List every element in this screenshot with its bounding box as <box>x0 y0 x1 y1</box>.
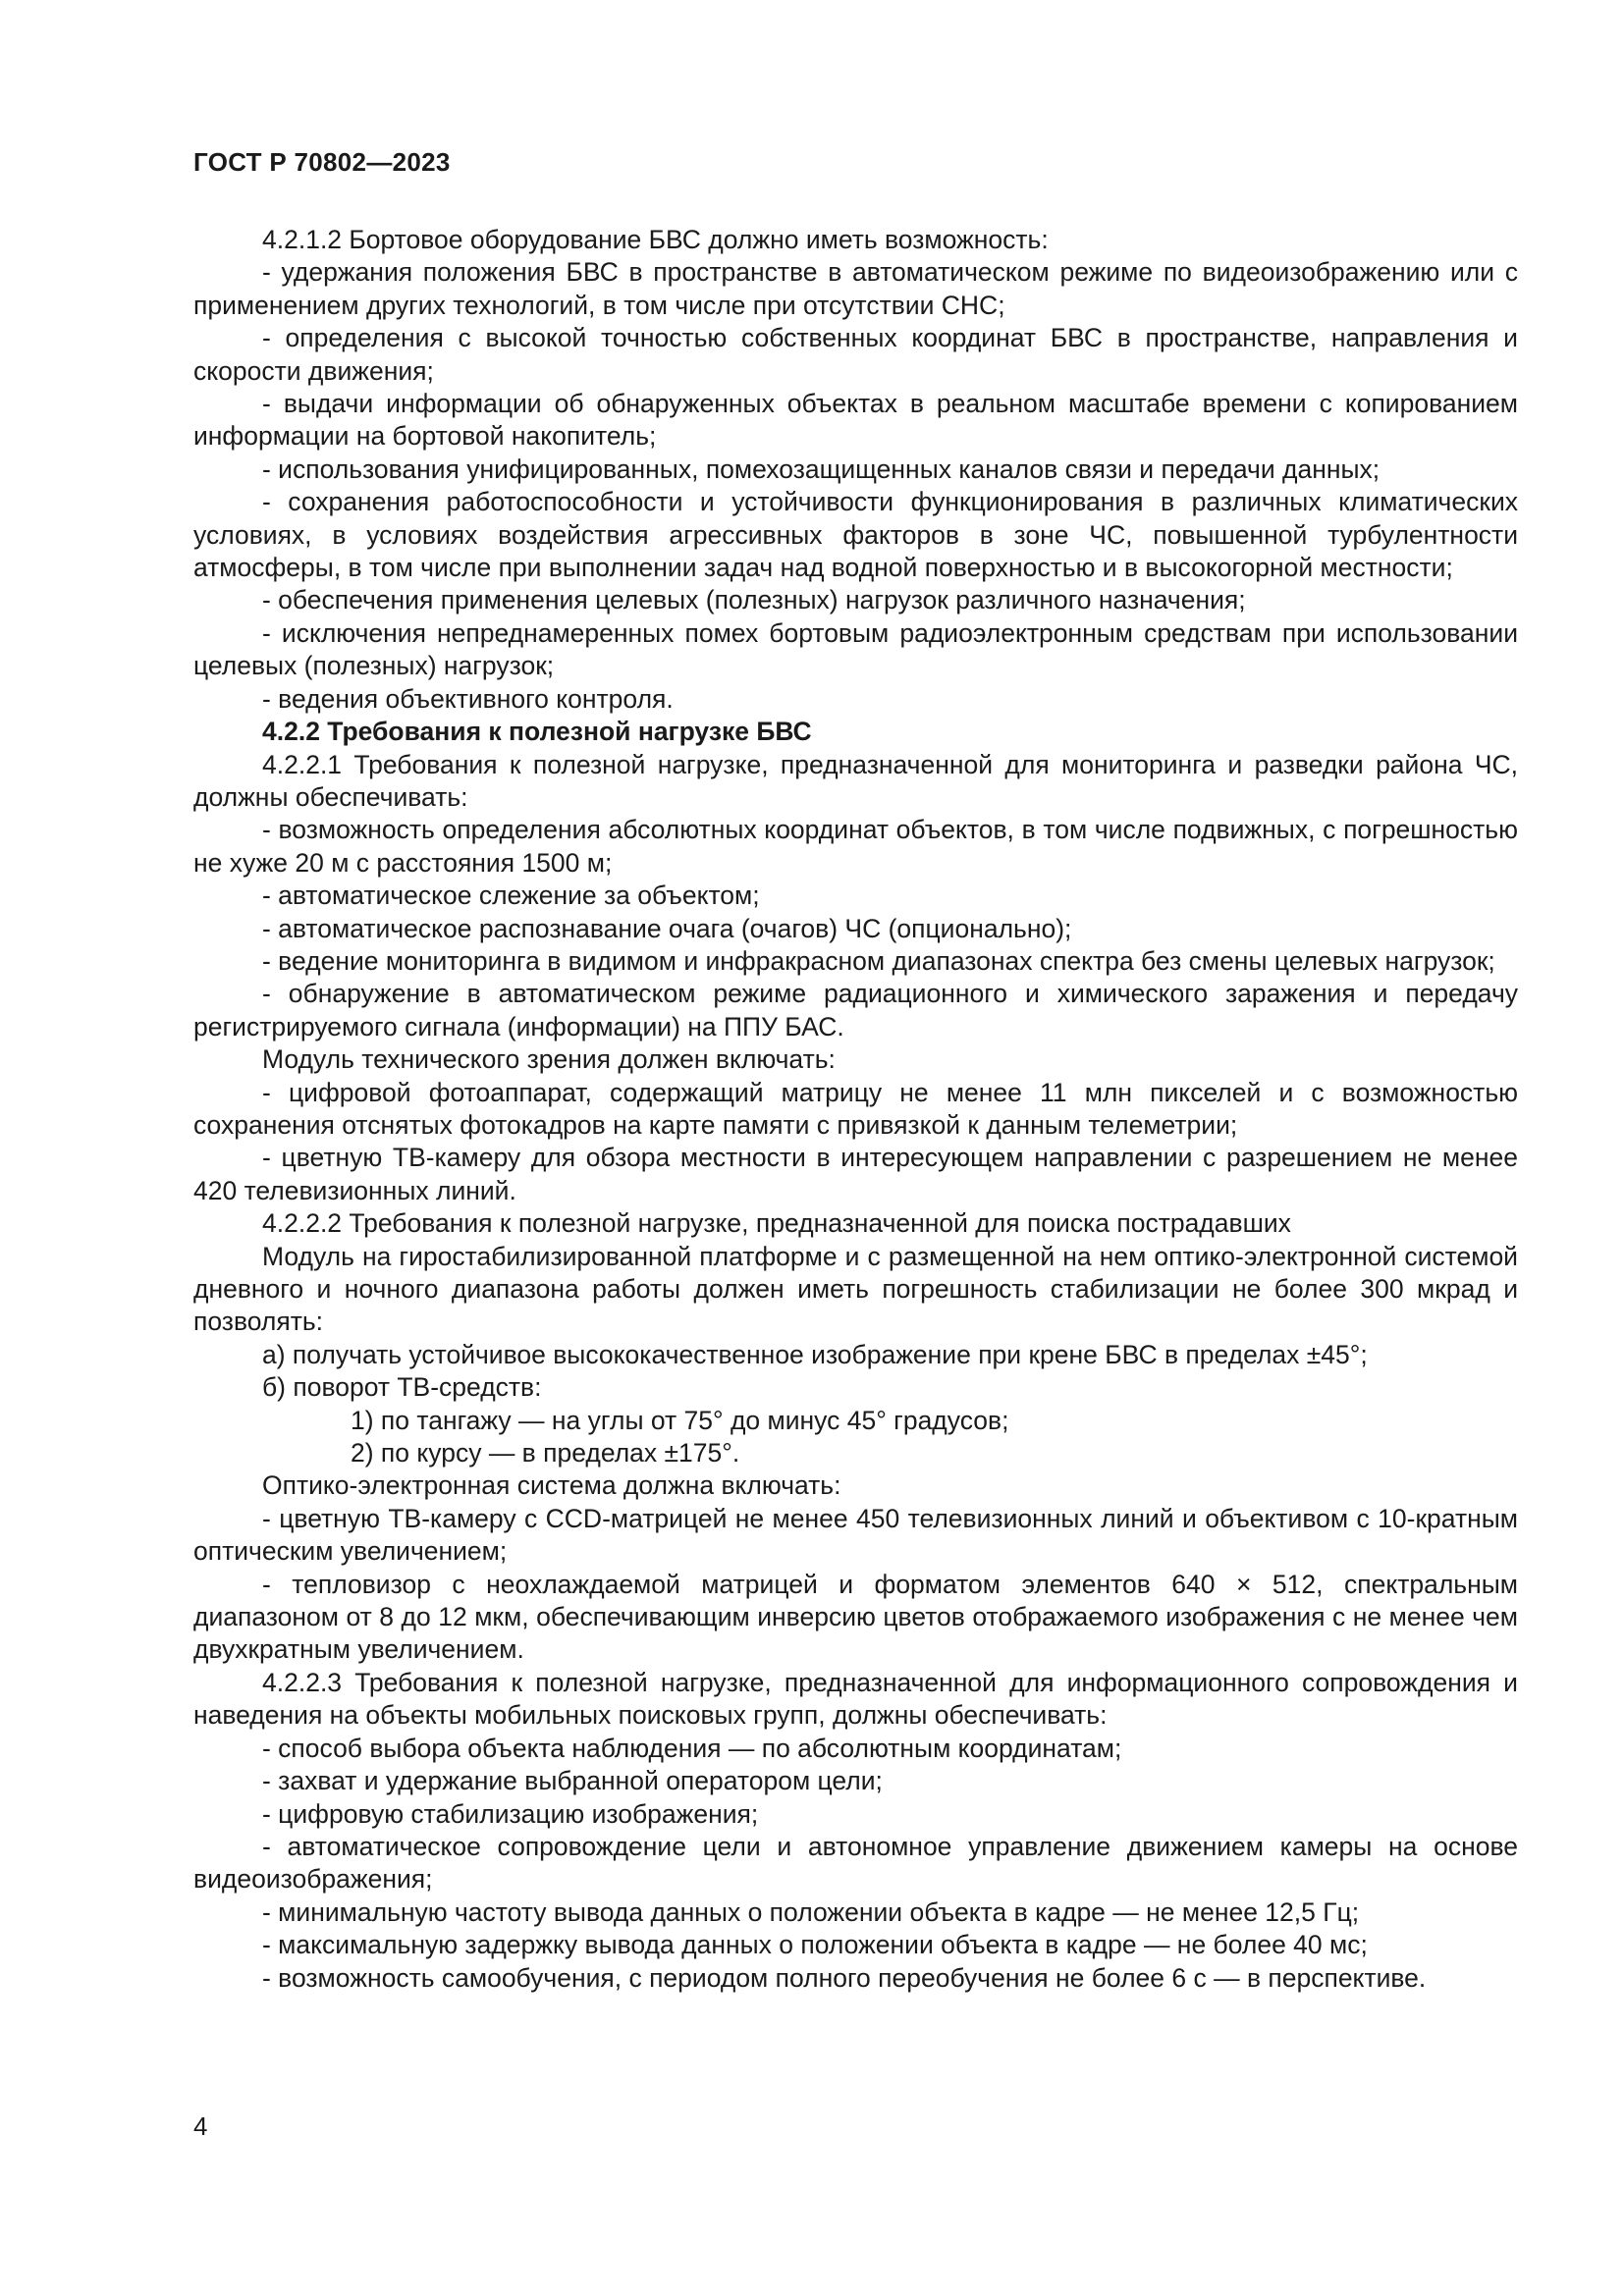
paragraph: Модуль технического зрения должен включать: <box>262 1044 836 1075</box>
document-header: ГОСТ Р 70802—2023 <box>193 147 451 177</box>
list-item: - способ выбора объекта наблюдения — по абсолютным координатам; <box>262 1733 1122 1763</box>
paragraph: 4.2.2.1 Требования к полезной нагрузке, предназначенной для мониторинга и разведки района ЧС, должны обеспечивать: <box>193 749 1518 812</box>
list-item: - тепловизор с неохлаждаемой матрицей и форматом элементов 640 × 512, спектральным диапазоном от 8 до 12 мкм, обеспечивающим инверсию цветов отображаемого изображения с не менее чем двухкратным увеличением. <box>193 1569 1518 1665</box>
list-item: - выдачи информации об обнаруженных объектах в реальном масштабе времени с копированием информации на бортовой накопитель; <box>193 389 1518 452</box>
list-item: - ведение мониторинга в видимом и инфракрасном диапазонах спектра без смены целевых нагрузок; <box>262 945 1495 976</box>
list-item: - обнаружение в автоматическом режиме радиационного и химического заражения и передачу регистрируемого сигнала (информации) на ППУ БАС. <box>193 979 1518 1041</box>
list-item: - цветную ТВ-камеру для обзора местности в интересующем направлении с разрешением не менее 420 телевизионных линий. <box>193 1143 1518 1205</box>
paragraph: Оптико-электронная система должна включать: <box>262 1470 841 1501</box>
list-item: - использования унифицированных, помехозащищенных каналов связи и передачи данных; <box>262 454 1380 484</box>
list-item: - автоматическое сопровождение цели и автономное управление движением камеры на основе видеоизображения; <box>193 1831 1518 1895</box>
list-item: - цифровую стабилизацию изображения; <box>262 1798 759 1829</box>
paragraph: 4.2.2.3 Требования к полезной нагрузке, предназначенной для информационного сопровождения и наведения на объекты мобильных поисковых групп, должны обеспечивать: <box>193 1667 1518 1731</box>
list-item: - максимальную задержку вывода данных о положении объекта в кадре — не более 40 мс; <box>262 1930 1368 1960</box>
list-item: - цифровой фотоаппарат, содержащий матрицу не менее 11 млн пикселей и с возможностью сохранения отснятых фотокадров на карте памяти с привязкой к данным телеметрии; <box>193 1077 1518 1140</box>
list-item: б) поворот ТВ-средств: <box>262 1372 542 1403</box>
list-item: - определения с высокой точностью собственных координат БВС в пространстве, направления и скорости движения; <box>193 323 1518 386</box>
paragraph: 4.2.2.2 Требования к полезной нагрузке, предназначенной для поиска пострадавших <box>262 1208 1291 1239</box>
list-item: - захват и удержание выбранной оператором цели; <box>262 1766 883 1796</box>
list-item: а) получать устойчивое высококачественное изображение при крене БВС в пределах ±45°; <box>262 1339 1368 1369</box>
list-item: - минимальную частоту вывода данных о положении объекта в кадре — не менее 12,5 Гц; <box>262 1896 1360 1927</box>
page-number: 4 <box>193 2111 208 2141</box>
list-item: - ведения объективного контроля. <box>262 683 674 714</box>
list-item: - исключения непреднамеренных помех бортовым радиоэлектронным средствам при использовании целевых (полезных) нагрузок; <box>193 617 1518 681</box>
document-body <box>193 224 1518 1995</box>
list-item: - возможность определения абсолютных координат объектов, в том числе подвижных, с погрешностью не хуже 20 м с расстояния 1500 м; <box>193 815 1518 878</box>
list-item: - автоматическое распознавание очага (очагов) ЧС (опционально); <box>262 913 1072 943</box>
list-item: - автоматическое слежение за объектом; <box>262 881 760 911</box>
list-item: - сохранения работоспособности и устойчивости функционирования в различных климатических условиях, в условиях воздействия агрессивных факторов в зоне ЧС, повышенной турбулентности атмосферы, в том числе при выполнении задач над водной поверхностью и в высокогорной местности; <box>193 487 1518 583</box>
paragraph: Модуль на гиростабилизированной платформе и с размещенной на нем оптико-электронной системой дневного и ночного диапазона работы должен иметь погрешность стабилизации не более 300 мкрад и позволять: <box>193 1241 1518 1337</box>
sub-list-item: 1) по тангажу — на углы от 75° до минус 45° градусов; <box>351 1405 1009 1435</box>
list-item: - цветную ТВ-камеру с CCD-матрицей не менее 450 телевизионных линий и объективом с 10-кратным оптическим увеличением; <box>193 1503 1518 1567</box>
list-item: - удержания положения БВС в пространстве в автоматическом режиме по видеоизображению или с применением других технологий, в том числе при отсутствии СНС; <box>193 257 1518 320</box>
section-heading: 4.2.2 Требования к полезной нагрузке БВС <box>262 717 812 747</box>
list-item: - обеспечения применения целевых (полезных) нагрузок различного назначения; <box>262 585 1246 615</box>
paragraph: 4.2.1.2 Бортовое оборудование БВС должно иметь возможность: <box>262 225 1049 254</box>
sub-list-item: 2) по курсу — в пределах ±175°. <box>351 1438 740 1468</box>
list-item: - возможность самообучения, с периодом полного переобучения не более 6 с — в перспективе. <box>262 1962 1427 1993</box>
